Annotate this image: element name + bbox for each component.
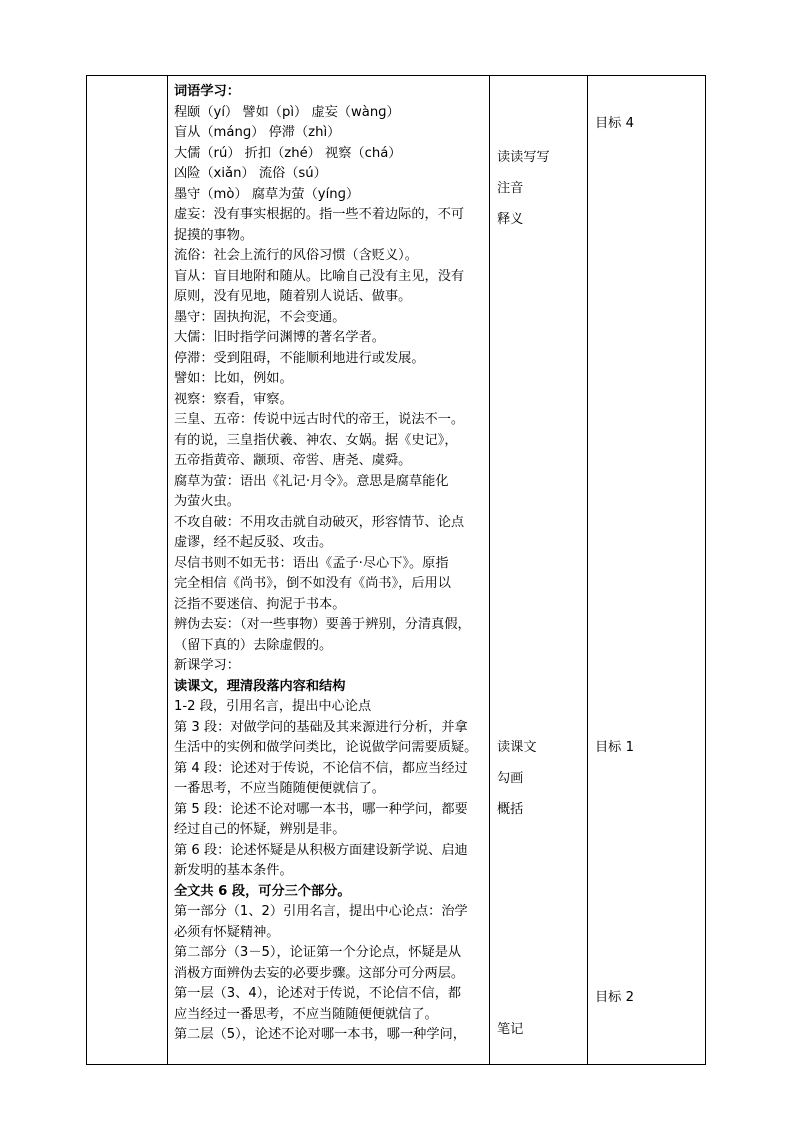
activity-item: 概括 <box>497 802 524 817</box>
content-line: 读课文，理清段落内容和结构 <box>174 678 346 694</box>
content-line: 新发明的基本条件。 <box>174 863 293 878</box>
content-line: 第 4 段：论述对于传说，不论信不信，都应当经过 <box>174 760 468 776</box>
content-line: 流俗：社会上流行的风俗习惯（含贬义）。 <box>174 248 418 263</box>
goal-label: 目标 2 <box>595 990 634 1005</box>
content-line: （留下真的）去除虚假的。 <box>174 637 333 653</box>
content-line: 1-2 段，引用名言，提出中心论点 <box>174 699 372 714</box>
content-line: 一番思考，不应当随随便便就信了。 <box>174 781 385 796</box>
activity-item: 读课文 <box>497 740 537 755</box>
activity-item: 勾画 <box>497 771 524 786</box>
content-line: 程颐（yí） 譬如（pì） 虚妄（wànɡ） <box>174 104 400 120</box>
content-line: 三皇、五帝：传说中远古时代的帝王，说法不一。 <box>174 412 465 427</box>
content-line: 全文共 6 段，可分三个部分。 <box>174 883 351 899</box>
content-line: 墨守：固执拘泥，不会变通。 <box>174 309 346 325</box>
content-line: 泛指不要迷信、拘泥于书本。 <box>174 596 346 612</box>
content-line: 应当经过一番思考，不应当随随便便就信了。 <box>174 1006 438 1022</box>
content-line: 辨伪去妄：（对一些事物）要善于辨别，分清真假， <box>174 617 471 632</box>
content-line: 第一层（3、4），论述对于传说，不论信不信，都 <box>174 986 462 1001</box>
activity-group-vocabulary <box>497 142 587 235</box>
column-divider <box>167 76 168 1064</box>
content-line: 第二层（5），论述不论对哪一本书，哪一种学问， <box>174 1027 466 1042</box>
content-line: 必须有怀疑精神。 <box>174 924 280 940</box>
content-line: 新课学习： <box>174 658 240 673</box>
activity-item: 注音 <box>497 181 524 196</box>
content-line: 五帝指黄帝、颛顼、帝喾、唐尧、虞舜。 <box>174 453 412 468</box>
content-line: 原则，没有见地，随着别人说话、做事。 <box>174 289 412 304</box>
content-line: 尽信书则不如无书：语出《孟子·尽心下》。原指 <box>174 555 449 571</box>
goal-label: 目标 1 <box>595 740 634 755</box>
content-line: 有的说，三皇指伏羲、神农、女娲。据《史记》， <box>174 432 458 448</box>
lesson-content-column <box>174 82 491 1046</box>
content-line: 盲从：盲目地附和随从。比喻自己没有主见，没有 <box>174 268 465 284</box>
content-line: 第 5 段：论述不论对哪一本书，哪一种学问，都要 <box>174 801 468 817</box>
activity-item: 读读写写 <box>497 150 550 165</box>
content-line: 譬如：比如，例如。 <box>174 371 293 386</box>
content-line: 第一部分（1、2）引用名言，提出中心论点：治学 <box>174 904 468 919</box>
content-line: 盲从（mánɡ） 停滞（zhì） <box>174 125 341 140</box>
content-line: 大儒：旧时指学问渊博的著名学者。 <box>174 330 385 345</box>
content-line: 经过自己的怀疑，辨别是非。 <box>174 822 346 837</box>
content-line: 完全相信《尚书》，倒不如没有《尚书》，后用以 <box>174 576 451 591</box>
activity-group-reading <box>497 732 587 825</box>
activity-item: 释义 <box>497 212 524 227</box>
activity-group-notes <box>497 1014 587 1045</box>
column-divider <box>587 76 588 1064</box>
content-line: 第二部分（3－5），论证第一个分论点，怀疑是从 <box>174 945 462 960</box>
content-line: 词语学习： <box>174 84 240 99</box>
content-line: 生活中的实例和做学问类比，论说做学问需要质疑。 <box>174 740 478 755</box>
content-line: 腐草为萤：语出《礼记·月令》。意思是腐草能化 <box>174 473 449 489</box>
content-line: 捉摸的事物。 <box>174 227 254 243</box>
content-line: 凶险（xiǎn） 流俗（sú） <box>174 166 327 181</box>
content-line: 虚谬，经不起反驳、攻击。 <box>174 535 333 550</box>
content-line: 为萤火虫。 <box>174 494 240 509</box>
content-line: 墨守（mò） 腐草为萤（yínɡ） <box>174 186 360 202</box>
content-line: 消极方面辨伪去妄的必要步骤。这部分可分两层。 <box>174 965 465 981</box>
content-line: 第 3 段：对做学问的基础及其来源进行分析，并拿 <box>174 719 468 735</box>
content-line: 虚妄：没有事实根据的。指一些不着边际的，不可 <box>174 207 465 222</box>
content-line: 停滞：受到阻碍，不能顺利地进行或发展。 <box>174 350 425 366</box>
content-line: 视察：察看，审察。 <box>174 391 293 407</box>
content-line: 第 6 段：论述怀疑是从积极方面建设新学说、启迪 <box>174 842 468 858</box>
content-line: 大儒（rú） 折扣（zhé） 视察（chá） <box>174 145 402 161</box>
goal-label: 目标 4 <box>595 116 634 131</box>
lesson-table <box>86 75 706 1065</box>
content-line: 不攻自破：不用攻击就自动破灭，形容情节、论点 <box>174 514 465 530</box>
activity-item: 笔记 <box>497 1022 524 1037</box>
